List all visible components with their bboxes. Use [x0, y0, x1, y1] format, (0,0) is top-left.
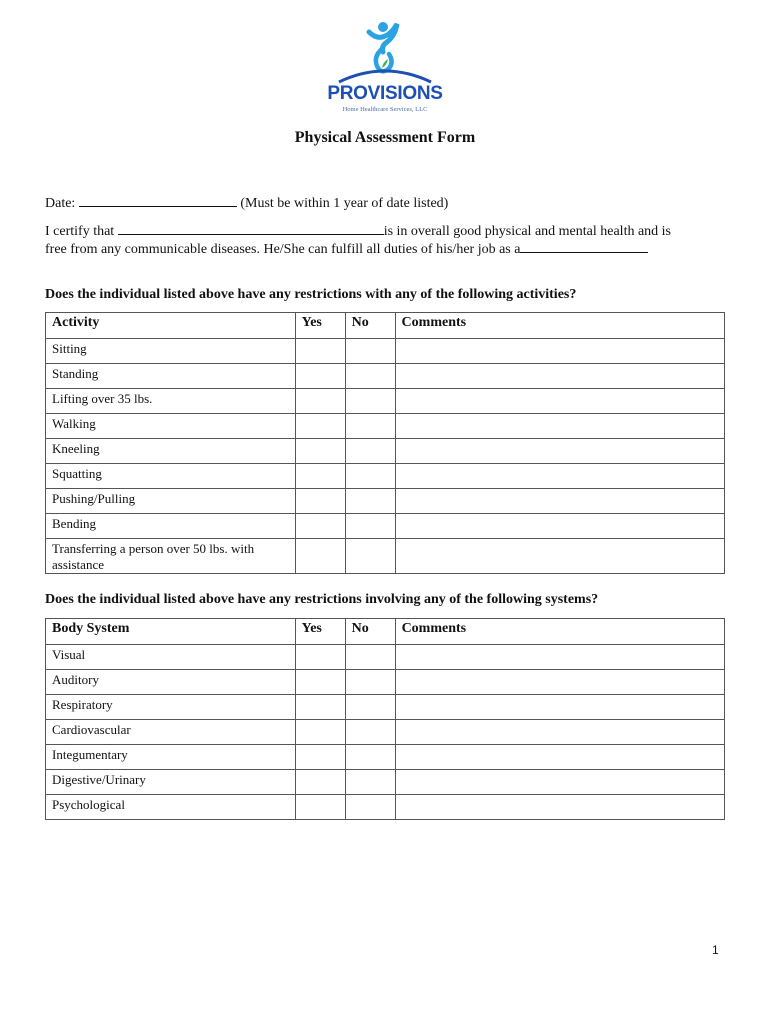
comments-cell[interactable] — [395, 795, 724, 820]
table-row — [46, 720, 725, 745]
table-row — [46, 795, 725, 820]
table-row — [46, 339, 725, 364]
yes-cell[interactable] — [295, 539, 345, 574]
comments-cell[interactable] — [395, 364, 724, 389]
row-label: Visual — [46, 645, 296, 670]
comments-cell[interactable] — [395, 389, 724, 414]
table-row — [46, 364, 725, 389]
logo-figure-icon — [325, 18, 445, 88]
table-row — [46, 514, 725, 539]
date-label: Date: — [45, 196, 76, 211]
header-activity: Activity — [46, 313, 296, 339]
table-row — [46, 539, 725, 574]
row-label: Standing — [46, 364, 296, 389]
row-label: Cardiovascular — [46, 720, 296, 745]
row-label: Sitting — [46, 339, 296, 364]
table-header-row — [46, 619, 725, 645]
row-label: Bending — [46, 514, 296, 539]
job-title-field[interactable] — [520, 239, 648, 253]
no-cell[interactable] — [345, 720, 395, 745]
date-note: (Must be within 1 year of date listed) — [240, 196, 449, 211]
no-cell[interactable] — [345, 364, 395, 389]
comments-cell[interactable] — [395, 414, 724, 439]
row-label: Auditory — [46, 670, 296, 695]
no-cell[interactable] — [345, 770, 395, 795]
yes-cell[interactable] — [295, 670, 345, 695]
comments-cell[interactable] — [395, 439, 724, 464]
yes-cell[interactable] — [295, 720, 345, 745]
certify-line2-text: free from any communicable diseases. He/She can fulfill all duties of his/her job as a — [45, 242, 521, 257]
row-label: Kneeling — [46, 439, 296, 464]
comments-cell[interactable] — [395, 745, 724, 770]
row-label: Pushing/Pulling — [46, 489, 296, 514]
header-body-system: Body System — [46, 619, 296, 645]
table-row — [46, 770, 725, 795]
certify-suffix: is in overall good physical and mental health and is — [383, 224, 672, 239]
page-title: Physical Assessment Form — [294, 129, 476, 146]
logo-name: PROVISIONS — [327, 83, 443, 104]
yes-cell[interactable] — [295, 745, 345, 770]
yes-cell[interactable] — [295, 414, 345, 439]
yes-cell[interactable] — [295, 489, 345, 514]
table-row — [46, 645, 725, 670]
no-cell[interactable] — [345, 514, 395, 539]
yes-cell[interactable] — [295, 339, 345, 364]
header-comments: Comments — [395, 619, 724, 645]
no-cell[interactable] — [345, 389, 395, 414]
yes-cell[interactable] — [295, 389, 345, 414]
no-cell[interactable] — [345, 745, 395, 770]
comments-cell[interactable] — [395, 489, 724, 514]
no-cell[interactable] — [345, 339, 395, 364]
header-no: No — [345, 619, 395, 645]
comments-cell[interactable] — [395, 339, 724, 364]
provisions-logo — [325, 18, 445, 118]
header-no: No — [345, 313, 395, 339]
comments-cell[interactable] — [395, 720, 724, 745]
activities-question: Does the individual listed above have any restrictions with any of the following activities? — [45, 287, 577, 302]
yes-cell[interactable] — [295, 645, 345, 670]
activities-table — [45, 312, 725, 574]
header-yes: Yes — [295, 313, 345, 339]
table-row — [46, 745, 725, 770]
date-line — [45, 193, 448, 212]
header-comments: Comments — [395, 313, 724, 339]
comments-cell[interactable] — [395, 670, 724, 695]
row-label: Squatting — [46, 464, 296, 489]
table-row — [46, 439, 725, 464]
certify-prefix: I certify that — [45, 224, 115, 239]
systems-question: Does the individual listed above have any restrictions involving any of the following systems? — [45, 592, 599, 607]
no-cell[interactable] — [345, 795, 395, 820]
comments-cell[interactable] — [395, 770, 724, 795]
table-row — [46, 389, 725, 414]
no-cell[interactable] — [345, 645, 395, 670]
comments-cell[interactable] — [395, 464, 724, 489]
table-row — [46, 489, 725, 514]
yes-cell[interactable] — [295, 770, 345, 795]
no-cell[interactable] — [345, 539, 395, 574]
yes-cell[interactable] — [295, 364, 345, 389]
comments-cell[interactable] — [395, 695, 724, 720]
row-label: Walking — [46, 414, 296, 439]
row-label: Lifting over 35 lbs. — [46, 389, 296, 414]
comments-cell[interactable] — [395, 645, 724, 670]
table-row — [46, 464, 725, 489]
no-cell[interactable] — [345, 439, 395, 464]
date-field[interactable] — [79, 193, 237, 207]
row-label: Psychological — [46, 795, 296, 820]
page-number: 1 — [712, 943, 719, 957]
table-row — [46, 695, 725, 720]
row-label: Respiratory — [46, 695, 296, 720]
certify-name-field[interactable] — [118, 221, 384, 235]
yes-cell[interactable] — [295, 439, 345, 464]
no-cell[interactable] — [345, 489, 395, 514]
row-label: Integumentary — [46, 745, 296, 770]
no-cell[interactable] — [345, 670, 395, 695]
yes-cell[interactable] — [295, 514, 345, 539]
no-cell[interactable] — [345, 414, 395, 439]
yes-cell[interactable] — [295, 695, 345, 720]
logo-subtitle: Home Healthcare Services, LLC — [342, 106, 428, 113]
comments-cell[interactable] — [395, 539, 724, 574]
row-label: Transferring a person over 50 lbs. with assistance — [46, 539, 296, 574]
row-label: Digestive/Urinary — [46, 770, 296, 795]
no-cell[interactable] — [345, 464, 395, 489]
yes-cell[interactable] — [295, 464, 345, 489]
comments-cell[interactable] — [395, 514, 724, 539]
no-cell[interactable] — [345, 695, 395, 720]
header-yes: Yes — [295, 619, 345, 645]
certify-line-1 — [45, 221, 671, 240]
systems-table — [45, 618, 725, 820]
certify-line-2 — [45, 239, 648, 258]
table-header-row — [46, 313, 725, 339]
table-row — [46, 414, 725, 439]
table-row — [46, 670, 725, 695]
yes-cell[interactable] — [295, 795, 345, 820]
